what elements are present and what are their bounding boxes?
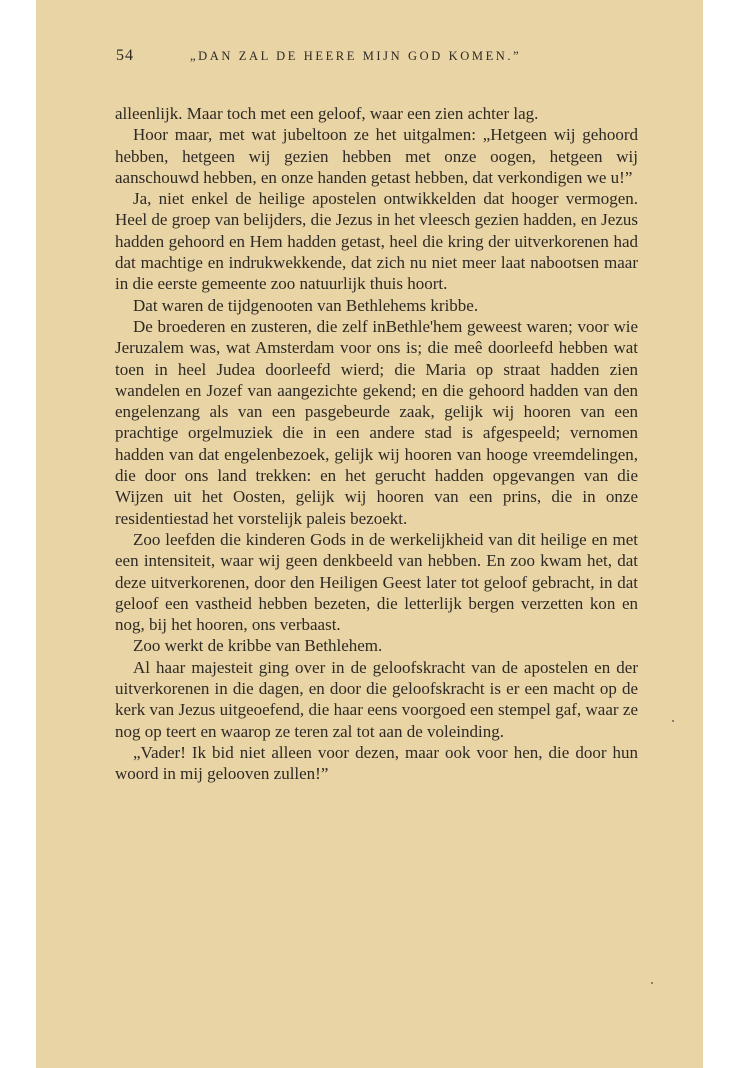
paragraph: De broederen en zusteren, die zelf inBethle'hem geweest waren; voor wie Jeruzalem was, wat Amsterdam voor ons is; die meê doorleefd hebben wat toen in heel Judea doorleefd wierd; die Maria op straat hadden zien wandelen en Jozef van aangezichte gekend; en die gehoord hadden van den engelenzang als van een pasgebeurde zaak, gelijk wij hooren van een prachtige orgelmuziek die in een andere stad is afgespeeld; vernomen hadden van dat engelenbezoek, gelijk wij hooren van hooge vreemdelingen, die door ons land trekken: en het gerucht hadden opgevangen van die Wijzen uit het Oosten, gelijk wij hooren van een prins, die in onze residentiestad het vorstelijk paleis bezoekt. — [115, 316, 638, 528]
paragraph: Hoor maar, met wat jubeltoon ze het uitgalmen: „Hetgeen wij gehoord hebben, hetgeen wij gezien hebben met onze oogen, hetgeen wij aanschouwd hebben, en onze handen getast hebben, dat verkondigen we u!” — [115, 125, 638, 187]
paragraph: „Vader! Ik bid niet alleen voor dezen, maar ook voor hen, die door hun woord in mij gelooven zullen!” — [115, 742, 638, 784]
paragraph: Al haar majesteit ging over in de geloofskracht van de apostelen en der uitverkorenen in die dagen, en door die geloofskracht is er een macht op de kerk van Jezus uitgeoefend, die haar eens voorgoed een stempel gaf, waar ze nog op teert en waarop ze teren zal tot aan de voleinding. — [115, 657, 638, 741]
paragraph: Dat waren de tijdgenooten van Bethlehems kribbe. — [133, 295, 479, 315]
paragraph: Zoo werkt de kribbe van Bethlehem. — [133, 636, 383, 656]
paragraph: Zoo leefden die kinderen Gods in de werkelijkheid van dit heilige en met een intensiteit, waar wij geen denkbeeld van hebben. En zoo kwam het, dat deze uitverkorenen, door den Heiligen Geest later tot geloof gebracht, in dat geloof een vastheid hebben bezeten, die letterlijk bergen verzetten kon en nog, bij het hooren, ons verbaast. — [115, 529, 638, 635]
paper-speck — [651, 982, 653, 984]
paragraph: alleenlijk. Maar toch met een geloof, waar een zien achter lag. — [115, 104, 539, 123]
page-header — [116, 47, 636, 71]
page-number: 54 — [116, 47, 134, 64]
paper-speck — [672, 720, 674, 722]
paragraph: Ja, niet enkel de heilige apostelen ontwikkelden dat hooger vermogen. Heel de groep van belijders, die Jezus in het vleesch gezien hadden, en Jezus hadden gehoord en Hem hadden getast, heel die kring der uitverkorenen had dat machtige en indrukwekkende, dat zich nu niet meer laat nabootsen maar in die eerste gemeente zoo natuurlijk thuis hoort. — [115, 189, 638, 294]
body-text — [115, 103, 638, 785]
running-title: „DAN ZAL DE HEERE MIJN GOD KOMEN.” — [190, 49, 522, 63]
